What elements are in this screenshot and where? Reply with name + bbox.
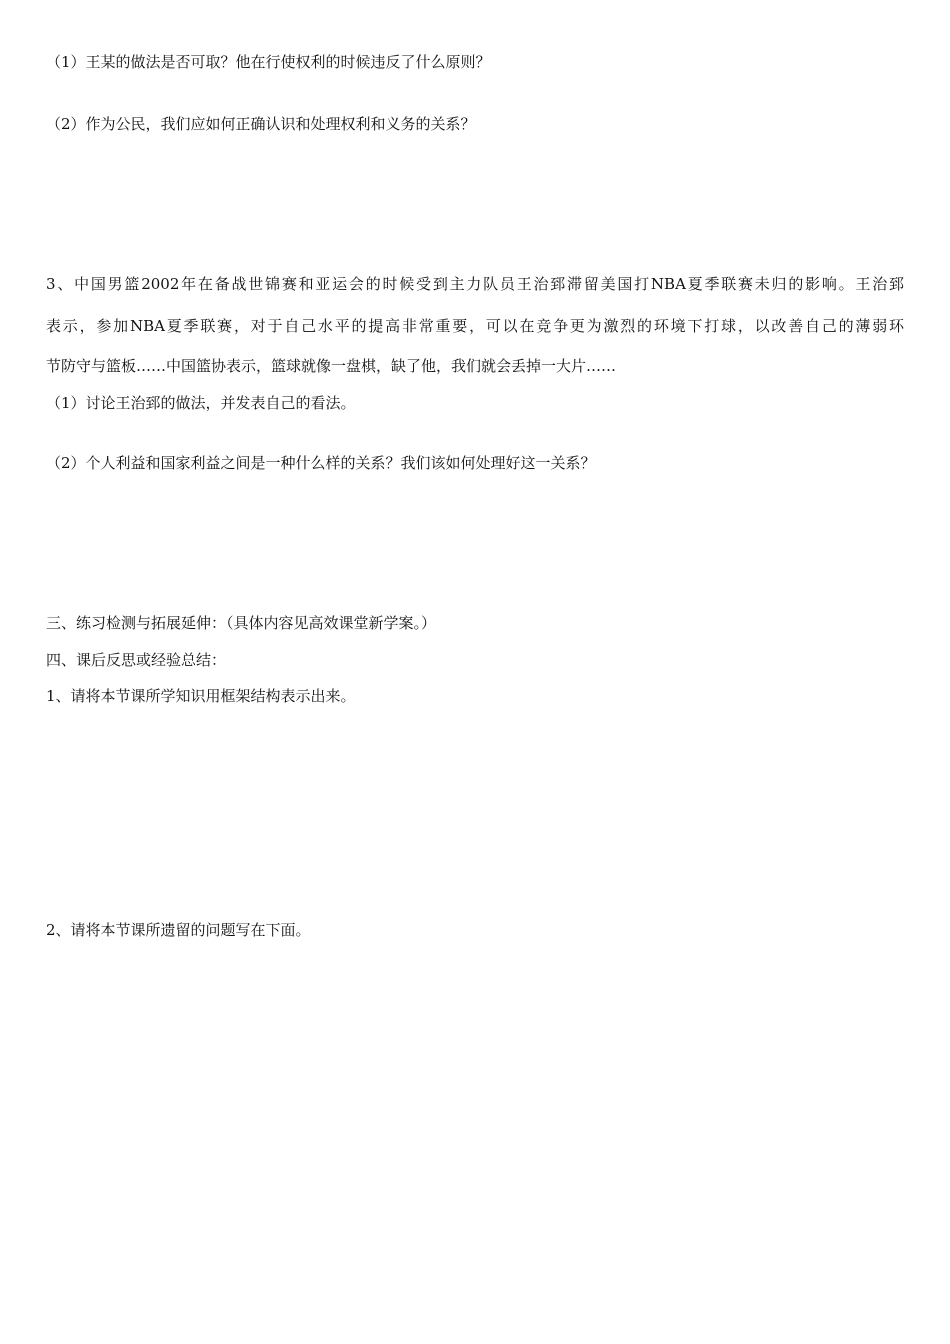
question-3-paragraph-line-3: 节防守与篮板……中国篮协表示，篮球就像一盘棋，缺了他，我们就会丢掉一大片……: [46, 357, 617, 375]
section-4-item-1: 1、请将本节课所学知识用框架结构表示出来。: [46, 687, 356, 705]
section-4-item-2: 2、请将本节课所遗留的问题写在下面。: [46, 921, 311, 939]
question-3-sub-1: （1）讨论王治郅的做法，并发表自己的看法。: [46, 394, 356, 412]
section-3-heading: 三、练习检测与拓展延伸：（具体内容见高效课堂新学案。）: [46, 614, 437, 632]
question-3-paragraph-line-2: 表示，参加NBA夏季联赛，对于自己水平的提高非常重要，可以在竞争更为激烈的环境下打球，以改善自己的薄弱环: [46, 317, 904, 335]
question-2-sub-2: （2）作为公民，我们应如何正确认识和处理权利和义务的关系？: [46, 115, 476, 133]
question-3-paragraph-line-1: 3、中国男篮2002年在备战世锦赛和亚运会的时候受到主力队员王治郅滞留美国打NBA夏季联赛未归的影响。王治郅: [46, 275, 904, 293]
question-2-sub-1: （1）王某的做法是否可取？他在行使权利的时候违反了什么原则？: [46, 53, 491, 71]
section-4-heading: 四、课后反思或经验总结：: [46, 651, 227, 669]
question-3-sub-2: （2）个人利益和国家利益之间是一种什么样的关系？我们该如何处理好这一关系？: [46, 454, 596, 472]
